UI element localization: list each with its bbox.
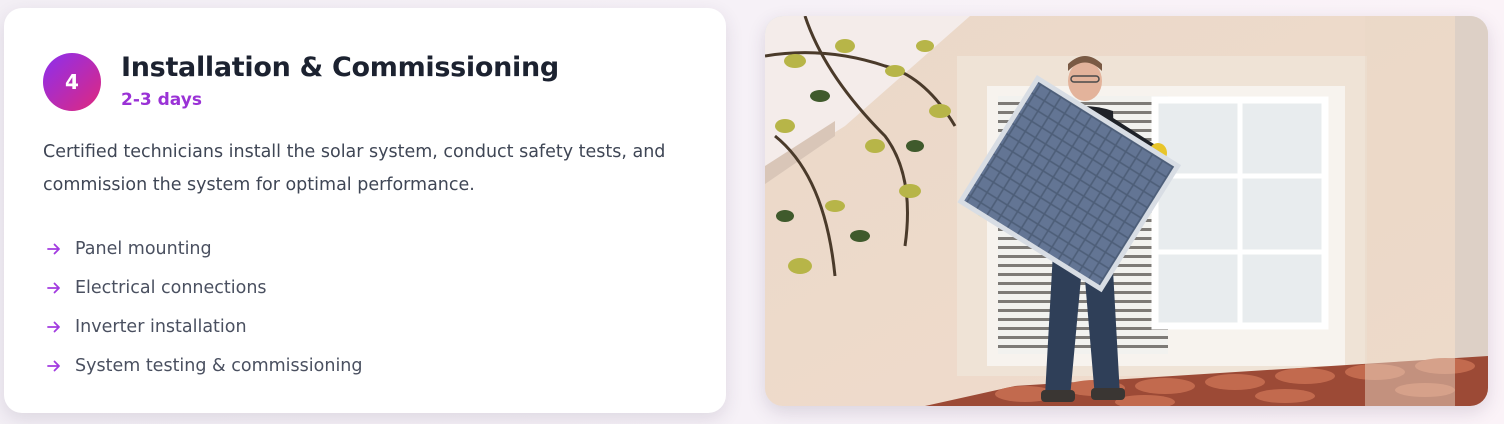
step-duration: 2-3 days <box>121 90 202 110</box>
step-card <box>4 8 726 413</box>
arrow-right-icon <box>46 280 62 296</box>
arrow-right-icon <box>46 319 62 335</box>
step-description: Certified technicians install the solar system, conduct safety tests, and commission the system for optimal performance. <box>43 142 666 195</box>
feature-label: System testing & commissioning <box>75 355 363 376</box>
arrow-right-icon <box>46 241 62 257</box>
installation-photo <box>765 16 1488 406</box>
feature-label: Panel mounting <box>75 238 212 259</box>
feature-item <box>43 307 363 346</box>
feature-item <box>43 268 363 307</box>
step-number-badge <box>43 53 101 111</box>
step-number: 4 <box>65 70 79 94</box>
feature-item <box>43 229 363 268</box>
feature-item <box>43 346 363 385</box>
feature-label: Inverter installation <box>75 316 247 337</box>
step-title: Installation & Commissioning <box>121 52 559 83</box>
feature-list <box>43 229 363 385</box>
technician-with-solar-panel-illustration <box>765 16 1488 406</box>
arrow-right-icon <box>46 358 62 374</box>
feature-label: Electrical connections <box>75 277 267 298</box>
